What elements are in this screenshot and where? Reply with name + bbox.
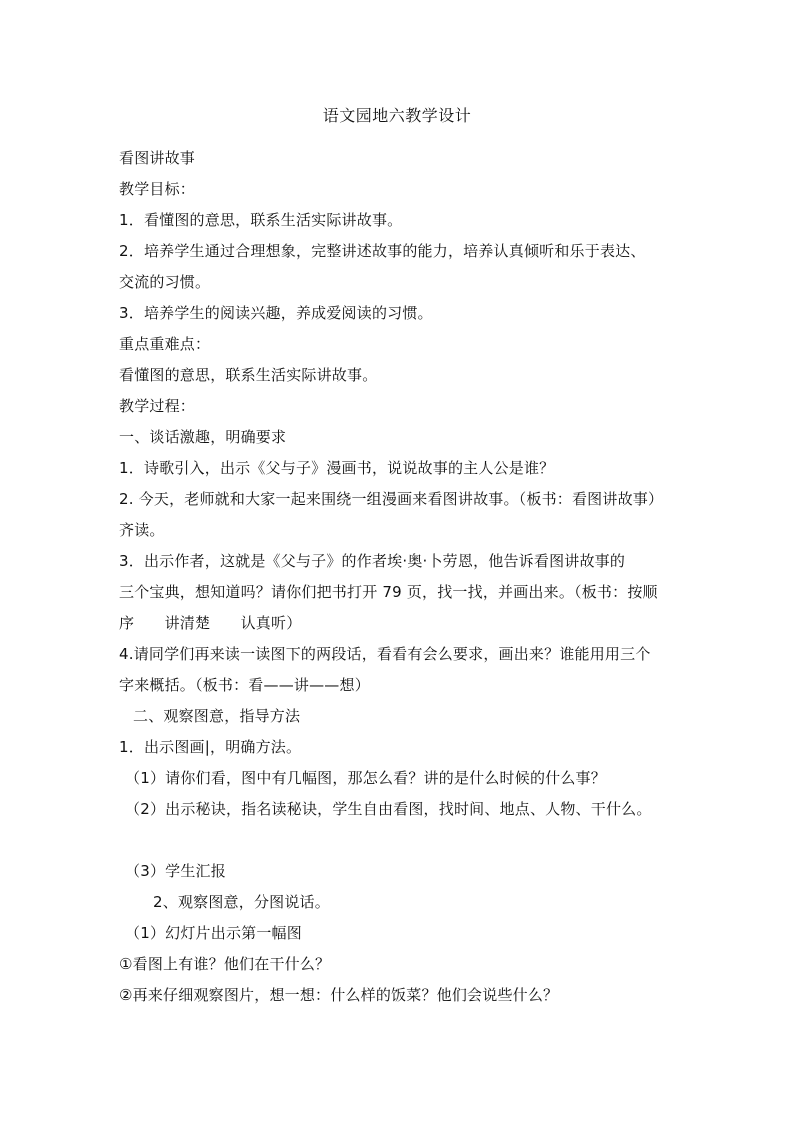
- step-4-line-2: 字来概括。（板书：看——讲——想）: [119, 676, 370, 694]
- section-heading-storytelling: 看图讲故事: [119, 149, 196, 167]
- document-body: [119, 143, 679, 1011]
- goal-3: 3．培养学生的阅读兴趣，养成爱阅读的习惯。: [119, 304, 433, 322]
- part-2-substep-3: （3）学生汇报: [125, 862, 226, 880]
- teaching-process-heading: 教学过程：: [119, 397, 196, 415]
- step-4-line-1: 4.请同学们再来读一读图下的两段话，看看有会么要求，画出来？谁能用用三个: [119, 645, 651, 663]
- step-1: 1．诗歌引入，出示《父与子》漫画书，说说故事的主人公是谁？: [119, 459, 555, 477]
- step-3-line-1: 3．出示作者，这就是《父与子》的作者埃·奥·卜劳恩，他告诉看图讲故事的: [119, 552, 626, 570]
- teaching-goals-heading: 教学目标：: [119, 180, 196, 198]
- key-points-heading: 重点重难点：: [119, 335, 211, 353]
- question-2: ②再来仔细观察图片，想一想：什么样的饭菜？他们会说些什么？: [119, 986, 559, 1004]
- goal-2-line-2: 交流的习惯。: [119, 273, 211, 291]
- goal-1: 1．看懂图的意思，联系生活实际讲故事。: [119, 211, 403, 229]
- part-2-substep-2: （2）出示秘诀，指名读秘诀，学生自由看图，找时间、地点、人物、干什么。: [125, 800, 652, 818]
- step-3-line-3: 序 讲清楚 认真听）: [119, 614, 302, 632]
- part-1-heading: 一、谈话激趣，明确要求: [119, 428, 287, 446]
- part-2-step-2: 2、观察图意，分图说话。: [153, 893, 330, 911]
- goal-2-line-1: 2．培养学生通过合理想象，完整讲述故事的能力，培养认真倾听和乐于表达、: [119, 242, 646, 260]
- part-2-step-1: 1．出示图画|，明确方法。: [119, 738, 302, 756]
- step-3-line-2: 三个宝典，想知道吗？请你们把书打开 79 页，找一找，并画出来。（板书：按顺: [119, 583, 658, 601]
- part-2-step-2-substep-1: （1）幻灯片出示第一幅图: [125, 924, 302, 942]
- key-points-text: 看懂图的意思，联系生活实际讲故事。: [119, 366, 378, 384]
- part-2-substep-1: （1）请你们看，图中有几幅图，那怎么看？讲的是什么时候的什么事？: [125, 769, 606, 787]
- step-2-line-2: 齐读。: [119, 521, 165, 539]
- document-title: 语文园地六教学设计: [322, 106, 472, 125]
- question-1: ①看图上有谁？他们在干什么？: [119, 955, 331, 973]
- step-2-line-1: 2. 今天，老师就和大家一起来围绕一组漫画来看图讲故事。（板书：看图讲故事）: [119, 490, 664, 508]
- part-2-heading: 二、观察图意，指导方法: [133, 707, 301, 725]
